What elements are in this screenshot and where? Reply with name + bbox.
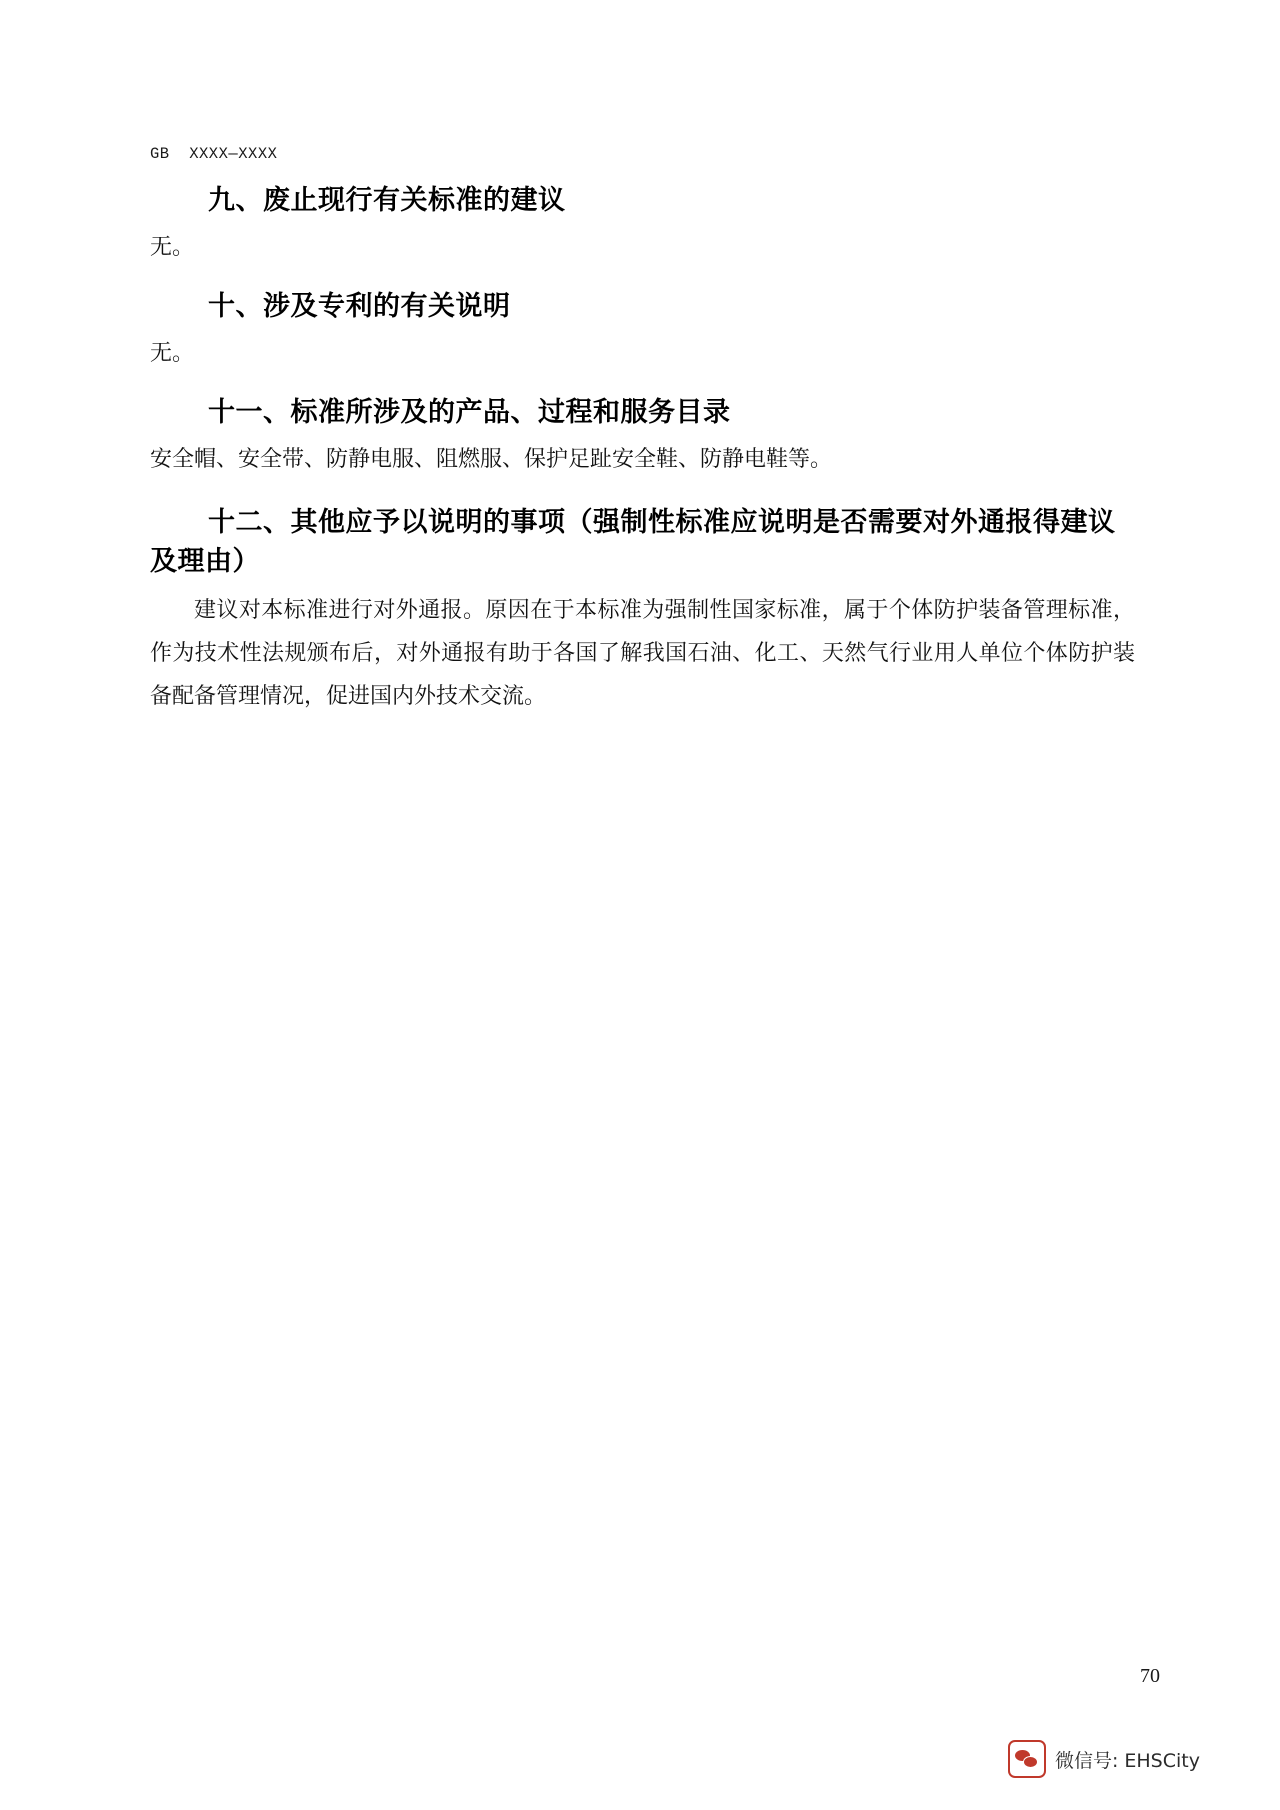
- page-number: 70: [1140, 1665, 1160, 1687]
- section-title-9: 九、废止现行有关标准的建议: [208, 185, 566, 216]
- section-title-11: 十一、标准所涉及的产品、过程和服务目录: [208, 397, 731, 429]
- section-body-9: 无。: [150, 234, 195, 260]
- running-head: GB XXXX—XXXX: [150, 145, 278, 163]
- wechat-icon: [1008, 1740, 1046, 1778]
- section-title-12: 十二、其他应予以说明的事项（强制性标准应说明是否需要对外通报得建议及理由）: [150, 507, 1116, 578]
- section-title-10: 十、涉及专利的有关说明: [208, 291, 511, 323]
- section-body-12: 建议对本标准进行对外通报。原因在于本标准为强制性国家标准，属于个体防护装备管理标准，作为技术性法规颁布后，对外通报有助于各国了解我国石油、化工、天然气行业用人单位个体防护装备配备管理情况，促进国内外技术交流。: [150, 597, 1135, 709]
- section-body-11: 安全帽、安全带、防静电服、阻燃服、保护足趾安全鞋、防静电鞋等。: [150, 446, 833, 472]
- document-content: [150, 145, 1135, 718]
- watermark: [1008, 1740, 1200, 1778]
- watermark-text: 微信号: EHSCity: [1054, 1749, 1200, 1772]
- section-body-10: 无。: [150, 340, 195, 366]
